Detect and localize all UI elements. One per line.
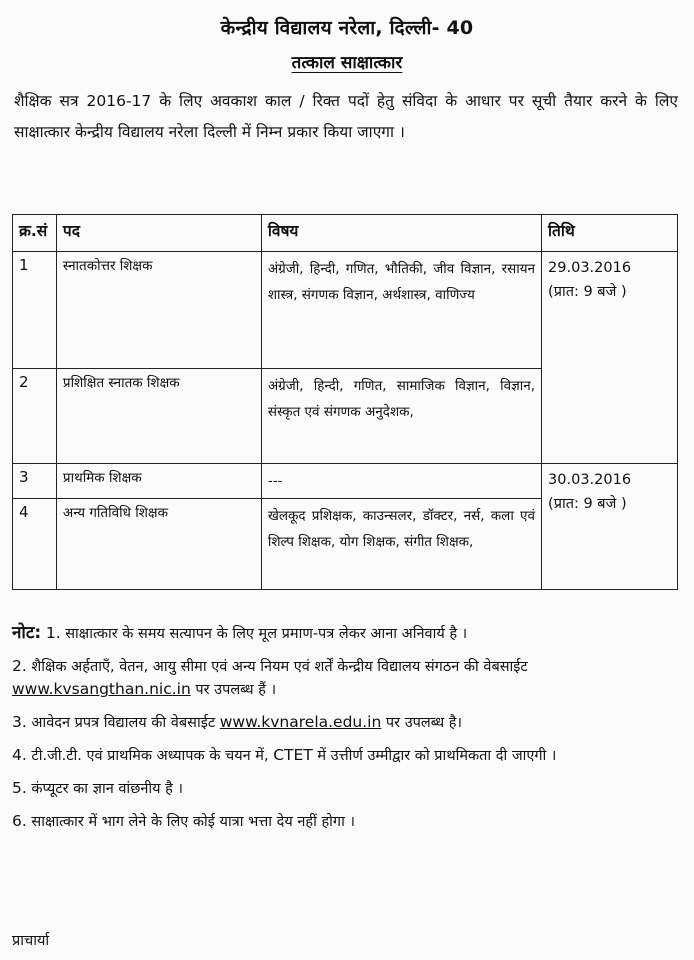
school-website-link[interactable]: www.kvnarela.edu.in <box>219 713 382 731</box>
row-post: प्राथमिक शिक्षक <box>56 464 261 499</box>
note-number: 6. <box>12 812 27 830</box>
row-subjects: अंग्रेजी, हिन्दी, गणित, सामाजिक विज्ञान, विज्ञान, संस्कृत एवं संगणक अनुदेशक, <box>261 369 541 464</box>
date-cell <box>542 252 678 464</box>
note-text: पर उपलब्ध है। <box>385 715 462 731</box>
row-sno: 1 <box>13 252 57 369</box>
interview-date: 30.03.2016 <box>548 472 632 488</box>
row-post: प्रशिक्षित स्नातक शिक्षक <box>56 369 261 464</box>
row-sno: 2 <box>13 369 57 464</box>
note-number: 4. <box>12 746 27 764</box>
note-text: शैक्षिक अर्हताएँ, वेतन, आयु सीमा एवं अन्य नियम एवं शर्तें केन्द्रीय विद्यालय संगठन की वेबसाईट <box>31 659 528 675</box>
table-header-row <box>13 215 678 252</box>
note-text: पर उपलब्ध हैं । <box>195 682 277 698</box>
note-item <box>12 711 680 734</box>
header-post: पद <box>56 215 261 252</box>
note-text: साक्षात्कार में भाग लेने के लिए कोई यात्रा भत्ता देय नहीं होगा । <box>31 814 355 830</box>
ctet-label: CTET <box>273 746 313 764</box>
row-sno: 3 <box>13 464 57 499</box>
note-item <box>12 655 680 701</box>
kvs-website-link[interactable]: www.kvsangthan.nic.in <box>12 680 191 698</box>
document-subtitle <box>0 50 694 73</box>
document-title: केन्द्रीय विद्यालय नरेला, दिल्ली- 40 <box>220 17 474 39</box>
table-row <box>13 464 678 499</box>
row-post: अन्य गतिविधि शिक्षक <box>56 499 261 590</box>
note-text: टी.जी.टी. एवं प्राथमिक अध्यापक के चयन में, <box>31 748 269 764</box>
note-item <box>12 744 680 767</box>
note-number: 5. <box>12 779 27 797</box>
note-number: 3. <box>12 713 27 731</box>
interview-schedule-table <box>12 214 678 590</box>
note-item <box>12 810 680 833</box>
subtitle-text: तत्काल साक्षात्कार <box>291 53 403 73</box>
note-item <box>12 777 680 800</box>
table-row <box>13 252 678 369</box>
note-text: साक्षात्कार के समय सत्यापन के लिए मूल प्रमाण-पत्र लेकर आना अनिवार्य है । <box>65 626 468 642</box>
header-date: तिथि <box>542 215 678 252</box>
intro-paragraph: शैक्षिक सत्र 2016-17 के लिए अवकाश काल / रिक्त पदों हेतु संविदा के आधार पर सूची तैयार करने के लिए साक्षात्कार केन्द्रीय विद्यालय नरेला दिल्ली में निम्न प्रकार किया जाएगा । <box>14 92 678 141</box>
notes-heading: नोट: <box>12 623 42 643</box>
principal-signature: प्राचार्या <box>12 933 50 949</box>
date-cell <box>542 464 678 590</box>
interview-time: (प्रात: 9 बजे ) <box>548 496 627 512</box>
row-subjects: --- <box>261 464 541 499</box>
row-sno: 4 <box>13 499 57 590</box>
interview-time: (प्रात: 9 बजे ) <box>548 284 627 300</box>
note-number: 1. <box>45 624 61 642</box>
note-text: में उत्तीर्ण उम्मीद्वार को प्राथमिकता दी जाएगी । <box>317 748 557 764</box>
note-item <box>12 622 680 645</box>
note-text: आवेदन प्रपत्र विद्यालय की वेबसाईट <box>31 715 216 731</box>
row-subjects: खेलकूद प्रशिक्षक, काउन्सलर, डॉक्टर, नर्स, कला एवं शिल्प शिक्षक, योग शिक्षक, संगीत शिक्षक, <box>261 499 541 590</box>
row-subjects: अंग्रेजी, हिन्दी, गणित, भौतिकी, जीव विज्ञान, रसायन शास्त्र, संगणक विज्ञान, अर्थशास्त्र, वाणिज्य <box>261 252 541 369</box>
header-subject: विषय <box>261 215 541 252</box>
notes-section <box>12 622 680 843</box>
note-number: 2. <box>12 657 27 675</box>
header-sno: क्र.सं <box>13 215 57 252</box>
note-text: कंप्यूटर का ज्ञान वांछनीय है । <box>31 781 183 797</box>
interview-date: 29.03.2016 <box>548 260 632 276</box>
row-post: स्नातकोत्तर शिक्षक <box>56 252 261 369</box>
